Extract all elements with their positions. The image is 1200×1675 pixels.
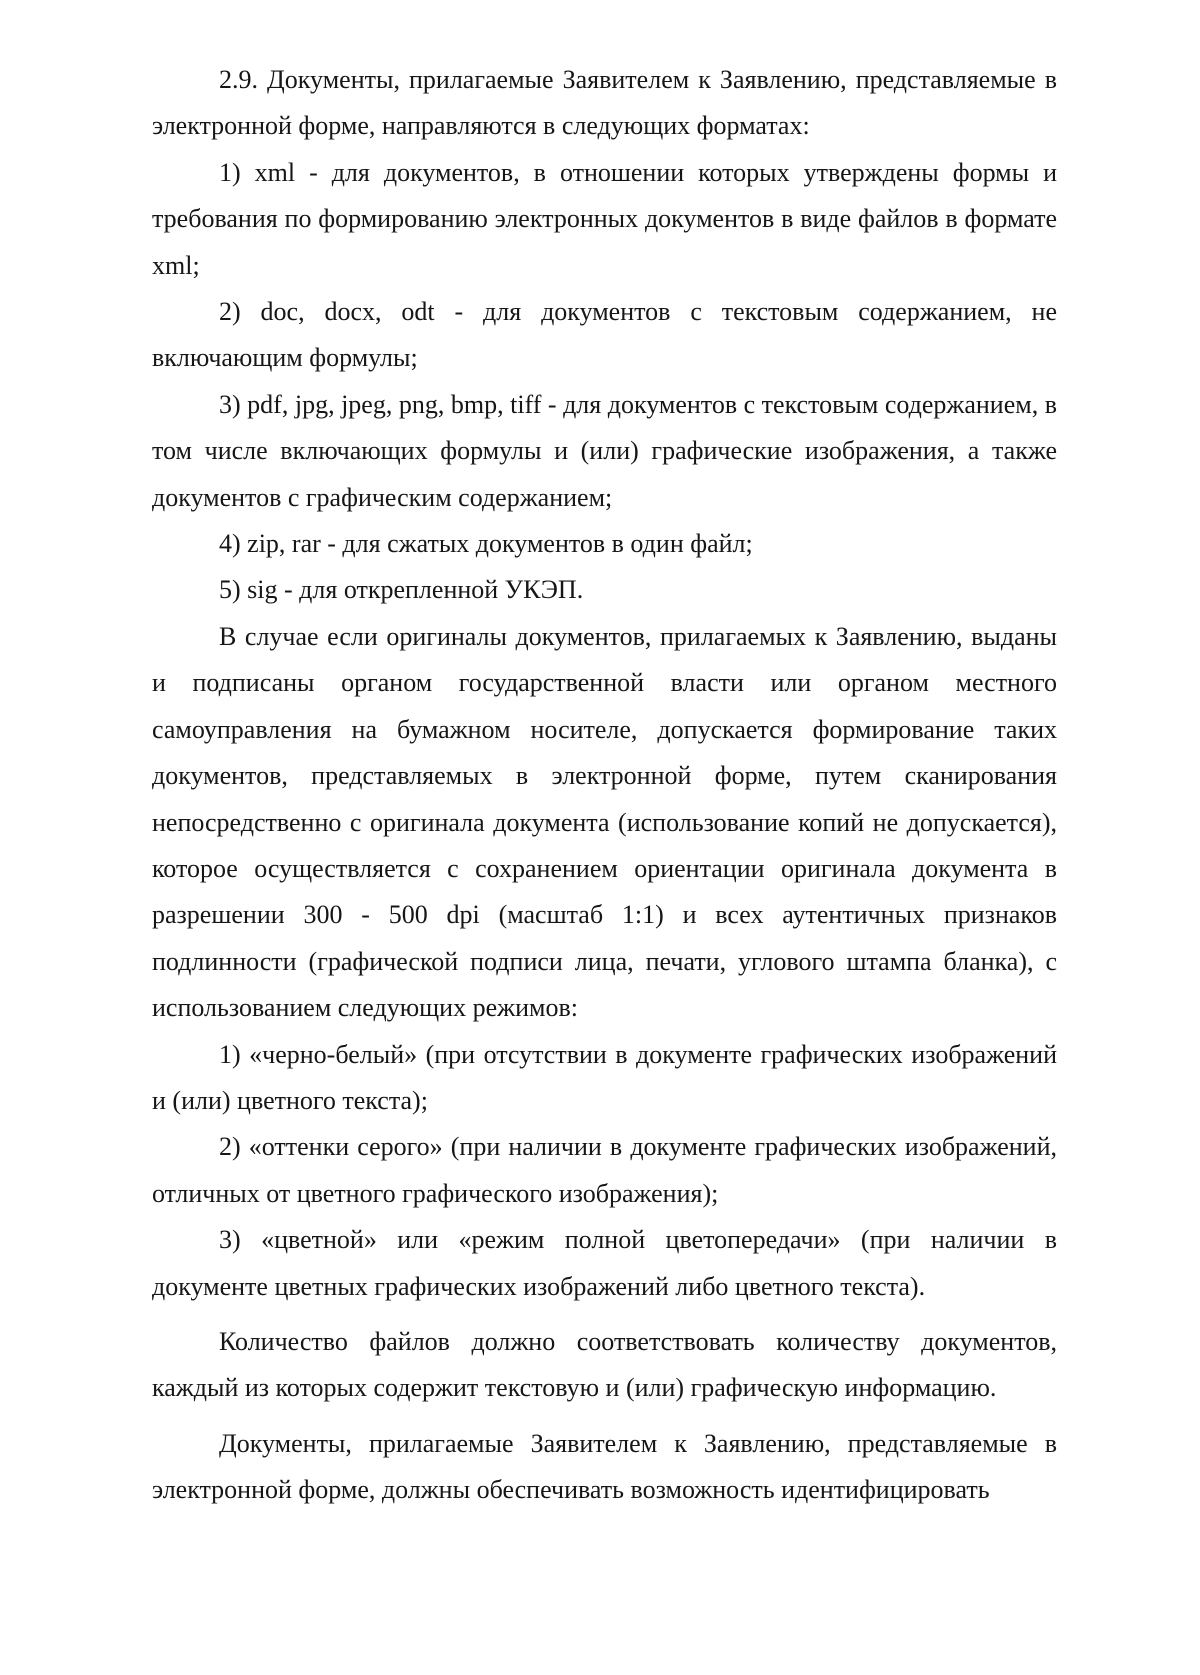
paragraph-mode-grayscale: 2) «оттенки серого» (при наличии в документе графических изображений, отличных от цветного графического изображения); xyxy=(152,1132,1057,1208)
paragraph-format-pdf: 3) pdf, jpg, jpeg, png, bmp, tiff - для документов с текстовым содержанием, в том числе включающих формулы и (или) графические изображения, а также документов с графическим содержанием; xyxy=(152,389,1057,512)
paragraph-format-zip: 4) zip, rar - для сжатых документов в один файл; xyxy=(219,529,753,559)
paragraph-mode-color: 3) «цветной» или «режим полной цветопередачи» (при наличии в документе цветных графических изображений либо цветного текста). xyxy=(152,1225,1057,1301)
paragraph-identification: Документы, прилагаемые Заявителем к Заявлению, представляемые в электронной форме, должны обеспечивать возможность идентифицировать xyxy=(152,1428,1057,1505)
paragraph-scanning-rules: В случае если оригиналы документов, прилагаемых к Заявлению, выданы и подписаны органом государственной власти или органом местного самоуправления на бумажном носителе, допускается формирование таких документов, представляемых в электронной форме, путем сканирования непосредственно с оригинала документа (использование копий не допускается), которое осуществляется с сохранением ориентации оригинала документа в разрешении 300 - 500 dpi (масштаб 1:1) и всех аутентичных признаков подлинности (графической подписи лица, печати, углового штампа бланка), с использованием следующих режимов: xyxy=(152,621,1057,1023)
paragraph-mode-black-white: 1) «черно-белый» (при отсутствии в документе графических изображений и (или) цветного текста); xyxy=(152,1039,1057,1115)
paragraph-file-count: Количество файлов должно соответствовать количеству документов, каждый из которых содержит текстовую и (или) графическую информацию. xyxy=(152,1326,1057,1403)
paragraph-format-xml: 1) xml - для документов, в отношении которых утверждены формы и требования по формированию электронных документов в виде файлов в формате xml; xyxy=(152,157,1057,280)
paragraph-format-sig: 5) sig - для открепленной УКЭП. xyxy=(219,575,584,605)
paragraph-format-doc: 2) doc, docx, odt - для документов с текстовым содержанием, не включающим формулы; xyxy=(152,297,1057,373)
paragraph-formats-intro: 2.9. Документы, прилагаемые Заявителем к Заявлению, представляемые в электронной форме, направляются в следующих форматах: xyxy=(152,65,1057,141)
document-page xyxy=(152,57,1057,1514)
